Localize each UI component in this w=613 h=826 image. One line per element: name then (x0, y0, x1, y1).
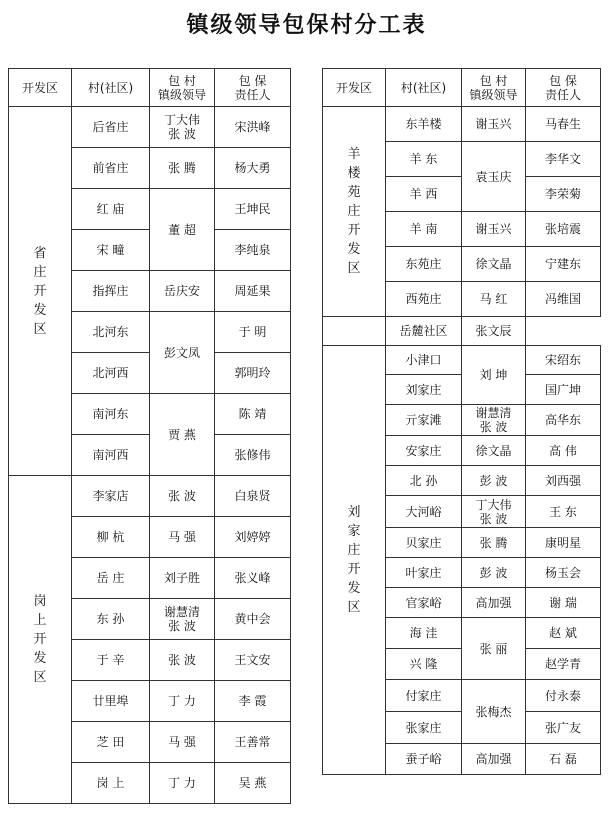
header-person: 包 保 责任人 (526, 69, 601, 107)
person-cell: 宁建东 (526, 247, 601, 282)
village-cell: 大河峪 (386, 496, 462, 528)
leader-cell: 刘子胜 (150, 558, 215, 599)
village-cell: 岳 庄 (72, 558, 150, 599)
village-cell: 羊 西 (386, 177, 462, 212)
village-cell: 刘家庄 (386, 375, 462, 405)
table-header-row (9, 69, 291, 107)
zone-name: 省庄开发区 (33, 245, 47, 337)
village-cell: 付家庄 (386, 680, 462, 712)
leader-cell: 谢慧清 张 波 (150, 599, 215, 640)
person-cell: 张广友 (526, 712, 601, 744)
leader-cell: 张 波 (150, 640, 215, 681)
village-cell: 西苑庄 (386, 282, 462, 317)
village-cell: 小津口 (386, 346, 462, 375)
village-cell: 后省庄 (72, 107, 150, 148)
village-cell: 北河西 (72, 353, 150, 394)
person-cell: 李华文 (526, 142, 601, 177)
person-cell: 吴 燕 (215, 763, 291, 804)
person-cell: 冯维国 (526, 282, 601, 317)
person-cell: 周延果 (215, 271, 291, 312)
zone-name: 羊楼苑庄开发区 (347, 147, 361, 276)
leader-cell: 彭文凤 (150, 312, 215, 394)
person-cell: 刘西强 (526, 466, 601, 496)
leader-cell: 董 超 (150, 189, 215, 271)
person-cell: 张修伟 (215, 435, 291, 476)
person-cell: 王善常 (215, 722, 291, 763)
zone-cell (9, 476, 72, 804)
zone-cell (323, 346, 386, 775)
header-zone: 开发区 (9, 69, 72, 107)
person-cell: 张培震 (526, 212, 601, 247)
village-cell: 李家店 (72, 476, 150, 517)
person-cell: 刘婷婷 (215, 517, 291, 558)
person-cell: 郭明玲 (215, 353, 291, 394)
leader-cell: 丁大伟 张 波 (150, 107, 215, 148)
leader-cell: 丁 力 (150, 763, 215, 804)
village-cell: 张家庄 (386, 712, 462, 744)
zone-cell-empty (323, 317, 386, 346)
leader-cell: 丁 力 (150, 681, 215, 722)
leader-cell: 张梅杰 (462, 680, 526, 744)
village-cell: 岗 上 (72, 763, 150, 804)
person-cell: 康明星 (526, 528, 601, 558)
village-cell: 亓家滩 (386, 405, 462, 436)
person-cell: 李 霞 (215, 681, 291, 722)
leader-cell: 马 强 (150, 722, 215, 763)
leader-cell: 张 波 (150, 476, 215, 517)
header-leader: 包 村 镇级领导 (150, 69, 215, 107)
village-cell: 贝家庄 (386, 528, 462, 558)
person-cell: 李荣菊 (526, 177, 601, 212)
person-cell: 王文安 (215, 640, 291, 681)
leader-cell: 彭 波 (462, 466, 526, 496)
village-cell: 东 孙 (72, 599, 150, 640)
village-cell: 宋 疃 (72, 230, 150, 271)
village-cell: 北 孙 (386, 466, 462, 496)
leader-cell: 张 腾 (462, 528, 526, 558)
table-row (9, 476, 291, 517)
village-cell: 羊 东 (386, 142, 462, 177)
header-zone: 开发区 (323, 69, 386, 107)
leader-cell: 高加强 (462, 588, 526, 618)
person-cell: 陈 靖 (215, 394, 291, 435)
person-cell: 付永泰 (526, 680, 601, 712)
leader-cell: 丁大伟 张 波 (462, 496, 526, 528)
person-cell: 国广坤 (526, 375, 601, 405)
village-cell: 于 辛 (72, 640, 150, 681)
person-cell: 白泉贤 (215, 476, 291, 517)
leader-cell: 张 腾 (150, 148, 215, 189)
person-cell: 宋绍东 (526, 346, 601, 375)
person-cell: 张义峰 (215, 558, 291, 599)
person-cell: 王坤民 (215, 189, 291, 230)
village-cell: 叶家庄 (386, 558, 462, 588)
person-cell: 高 伟 (526, 436, 601, 466)
header-leader: 包 村 镇级领导 (462, 69, 526, 107)
person-cell: 杨大勇 (215, 148, 291, 189)
person-cell: 赵 斌 (526, 618, 601, 649)
village-cell: 南河西 (72, 435, 150, 476)
person-cell: 宋洪峰 (215, 107, 291, 148)
person-cell: 黄中会 (215, 599, 291, 640)
village-cell: 东羊楼 (386, 107, 462, 142)
leader-cell: 谢玉兴 (462, 107, 526, 142)
leader-cell: 徐文晶 (462, 247, 526, 282)
assignment-table-left (8, 68, 291, 804)
leader-cell: 马 红 (462, 282, 526, 317)
village-cell: 海 洼 (386, 618, 462, 649)
zone-cell (9, 107, 72, 476)
leader-cell: 张 丽 (462, 618, 526, 680)
leader-cell: 袁玉庆 (462, 142, 526, 212)
village-cell: 羊 南 (386, 212, 462, 247)
village-cell: 官家峪 (386, 588, 462, 618)
leader-cell: 高加强 (462, 744, 526, 775)
village-cell: 安家庄 (386, 436, 462, 466)
assignment-table-right (322, 68, 601, 775)
table-row (323, 346, 601, 375)
village-cell: 芝 田 (72, 722, 150, 763)
village-cell: 东苑庄 (386, 247, 462, 282)
leader-cell: 谢玉兴 (462, 212, 526, 247)
village-cell: 兴 隆 (386, 649, 462, 680)
person-cell: 高华东 (526, 405, 601, 436)
village-cell: 廿里埠 (72, 681, 150, 722)
page-title: 镇级领导包保村分工表 (186, 12, 427, 38)
village-cell: 岳麓社区 (386, 317, 462, 346)
village-cell: 蚕子峪 (386, 744, 462, 775)
header-village: 村(社区) (72, 69, 150, 107)
table-row (323, 107, 601, 142)
zone-name: 刘家庄开发区 (347, 505, 361, 615)
leader-cell: 刘 坤 (462, 346, 526, 405)
table-header-row (323, 69, 601, 107)
zone-cell (323, 107, 386, 317)
village-cell: 前省庄 (72, 148, 150, 189)
header-person: 包 保 责任人 (215, 69, 291, 107)
person-cell: 王 东 (526, 496, 601, 528)
person-cell: 于 明 (215, 312, 291, 353)
zone-name: 岗上开发区 (33, 594, 47, 685)
leader-cell: 谢慧清 张 波 (462, 405, 526, 436)
table-row (323, 317, 601, 346)
person-cell: 马春生 (526, 107, 601, 142)
village-cell: 指挥庄 (72, 271, 150, 312)
village-cell: 北河东 (72, 312, 150, 353)
leader-cell: 彭 波 (462, 558, 526, 588)
person-cell: 谢 瑞 (526, 588, 601, 618)
table-row (9, 107, 291, 148)
person-cell: 张文辰 (462, 317, 526, 346)
header-village: 村(社区) (386, 69, 462, 107)
person-cell: 赵学青 (526, 649, 601, 680)
village-cell: 红 庙 (72, 189, 150, 230)
leader-cell: 贾 燕 (150, 394, 215, 476)
leader-cell: 徐文晶 (462, 436, 526, 466)
leader-cell: 岳庆安 (150, 271, 215, 312)
village-cell: 南河东 (72, 394, 150, 435)
village-cell: 柳 杭 (72, 517, 150, 558)
person-cell: 石 磊 (526, 744, 601, 775)
leader-cell: 马 强 (150, 517, 215, 558)
person-cell: 李纯泉 (215, 230, 291, 271)
person-cell: 杨玉会 (526, 558, 601, 588)
